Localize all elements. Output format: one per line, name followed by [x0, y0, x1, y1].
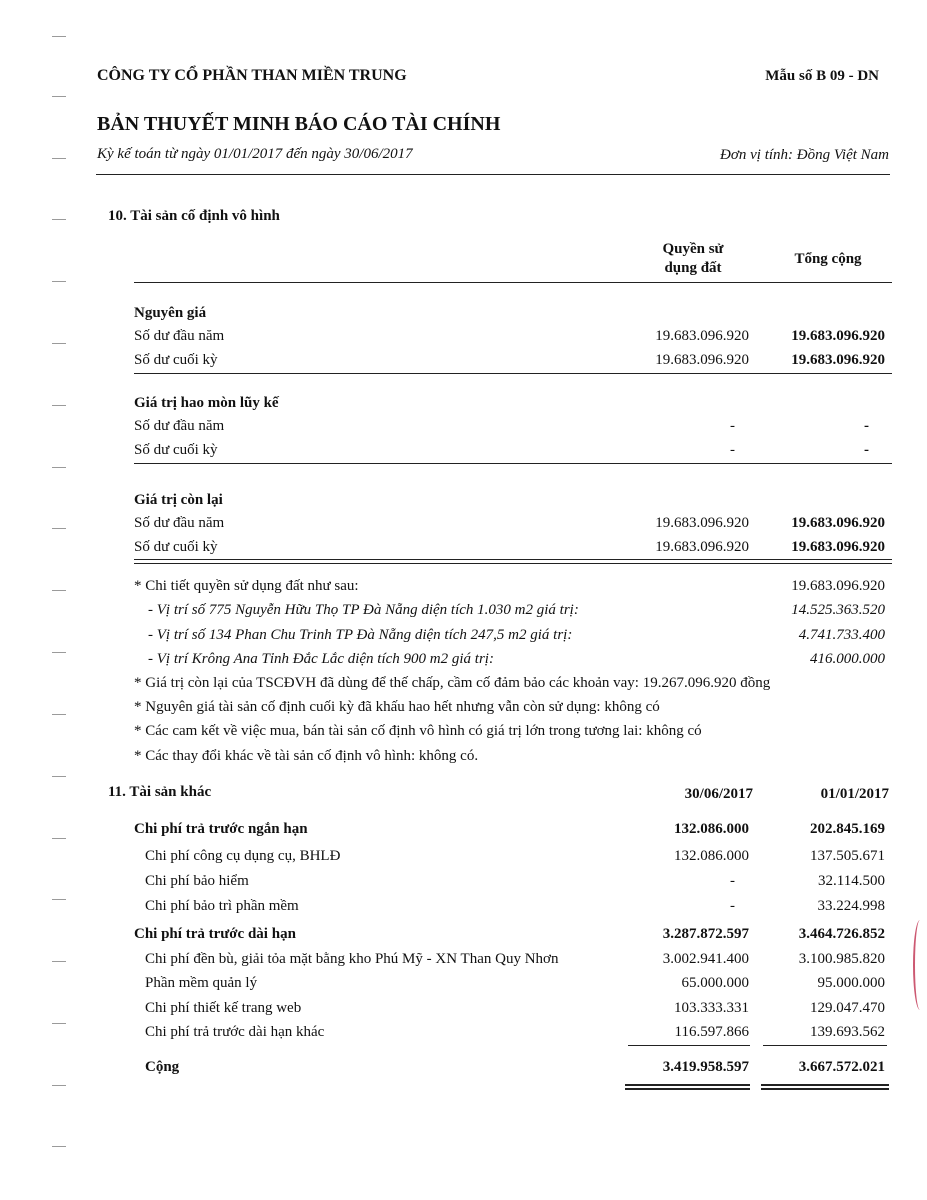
note-line: * Nguyên giá tài sản cố định cuối kỳ đã khấu hao hết nhưng vẫn còn sử dụng: không có: [134, 699, 660, 715]
row-value-col1: 19.683.096.920: [655, 328, 749, 344]
short-term-col1: 132.086.000: [674, 821, 749, 837]
margin-tick: [52, 652, 66, 653]
total-double-rule-col1: [625, 1084, 750, 1086]
row-value-col2: 32.114.500: [818, 873, 885, 889]
row-value-col2: 19.683.096.920: [791, 352, 885, 368]
row-value-col1: -: [730, 873, 735, 889]
margin-tick: [52, 776, 66, 777]
margin-tick: [52, 528, 66, 529]
row-label: Số dư đầu năm: [134, 328, 225, 344]
margin-tick: [52, 158, 66, 159]
col-header-line-1: Quyền sử: [662, 241, 724, 257]
note-line: * Các cam kết về việc mua, bán tài sản cố định vô hình có giá trị lớn trong tương lai: không có: [134, 723, 702, 739]
long-term-label: Chi phí trả trước dài hạn: [134, 926, 296, 942]
row-label: Chi phí bảo trì phần mềm: [145, 898, 299, 914]
row-value-col2: 19.683.096.920: [791, 515, 885, 531]
company-name: CÔNG TY CỔ PHẦN THAN MIỀN TRUNG: [97, 67, 407, 84]
original-cost-label: Nguyên giá: [134, 305, 207, 321]
margin-tick: [52, 1085, 66, 1086]
row-label: Số dư cuối kỳ: [134, 442, 218, 458]
row-label: Số dư cuối kỳ: [134, 539, 218, 555]
row-value-col2: -: [864, 442, 869, 458]
col-header-line-2: dụng đất: [664, 260, 722, 276]
margin-tick: [52, 467, 66, 468]
section-10-heading: 10. Tài sản cố định vô hình: [108, 208, 280, 224]
row-value-col2: 3.100.985.820: [798, 951, 885, 967]
col-header-30-06-2017: 30/06/2017: [684, 786, 753, 802]
total-col1: 3.419.958.597: [662, 1059, 749, 1075]
detail-row-label: - Vị trí số 775 Nguyễn Hữu Thọ TP Đà Nẵng diện tích 1.030 m2 giá trị:: [148, 602, 579, 618]
note-line: * Giá trị còn lại của TSCĐVH đã dùng để thế chấp, cầm cố đảm bảo các khoản vay: 19.267.096.920 đồng: [134, 675, 771, 691]
details-total: 19.683.096.920: [791, 578, 885, 594]
margin-tick: [52, 36, 66, 37]
detail-row-value: 416.000.000: [810, 651, 885, 667]
section-11-heading: 11. Tài sản khác: [108, 784, 212, 800]
row-value-col1: 103.333.331: [674, 1000, 749, 1016]
row-label: Chi phí thiết kế trang web: [145, 1000, 302, 1016]
margin-tick: [52, 590, 66, 591]
total-double-rule-col2: [761, 1084, 889, 1086]
detail-row-label: - Vị trí Krông Ana Tỉnh Đắc Lắc diện tích 900 m2 giá trị:: [148, 651, 494, 667]
margin-tick: [52, 1146, 66, 1147]
details-label: * Chi tiết quyền sử dụng đất như sau:: [134, 578, 359, 594]
row-value-col2: 129.047.470: [810, 1000, 885, 1016]
short-term-col2: 202.845.169: [810, 821, 885, 837]
detail-row-value: 4.741.733.400: [798, 627, 885, 643]
row-label: Chi phí bảo hiểm: [145, 873, 249, 889]
margin-tick: [52, 961, 66, 962]
short-term-label: Chi phí trả trước ngắn hạn: [134, 821, 308, 837]
margin-tick: [52, 219, 66, 220]
net-value-label: Giá trị còn lại: [134, 492, 223, 508]
row-value-col2: 139.693.562: [810, 1024, 885, 1040]
margin-tick: [52, 838, 66, 839]
row-value-col2: 19.683.096.920: [791, 328, 885, 344]
total-double-rule-col2: [761, 1088, 889, 1090]
row-value-col1: 19.683.096.920: [655, 539, 749, 555]
row-value-col2: -: [864, 418, 869, 434]
margin-tick: [52, 405, 66, 406]
total-col2: 3.667.572.021: [798, 1059, 885, 1075]
row-label: Chi phí công cụ dụng cụ, BHLĐ: [145, 848, 341, 864]
total-double-rule-col1: [625, 1088, 750, 1090]
note-line: * Các thay đổi khác về tài sản cố định vô hình: không có.: [134, 748, 479, 764]
row-label: Chi phí đền bù, giải tỏa mặt bằng kho Phú Mỹ - XN Than Quy Nhơn: [145, 951, 559, 967]
row-value-col2: 33.224.998: [817, 898, 885, 914]
form-code: Mẫu số B 09 - DN: [765, 68, 879, 84]
margin-tick: [52, 281, 66, 282]
row-value-col1: 116.597.866: [674, 1024, 749, 1040]
long-term-col1: 3.287.872.597: [662, 926, 749, 942]
total-double-rule: [134, 563, 892, 564]
report-title: BẢN THUYẾT MINH BÁO CÁO TÀI CHÍNH: [97, 113, 501, 135]
row-rule: [134, 463, 892, 464]
row-label: Số dư cuối kỳ: [134, 352, 218, 368]
margin-tick: [52, 96, 66, 97]
margin-tick: [52, 343, 66, 344]
total-label: Cộng: [145, 1059, 180, 1075]
row-value-col2: 19.683.096.920: [791, 539, 885, 555]
row-value-col1: -: [730, 442, 735, 458]
row-value-col1: 19.683.096.920: [655, 515, 749, 531]
long-term-col2: 3.464.726.852: [798, 926, 885, 942]
report-period: Kỳ kế toán từ ngày 01/01/2017 đến ngày 30/06/2017: [97, 146, 413, 162]
currency-unit: Đơn vị tính: Đồng Việt Nam: [720, 147, 889, 163]
col-header-01-01-2017: 01/01/2017: [820, 786, 889, 802]
margin-tick: [52, 714, 66, 715]
row-label: Số dư đầu năm: [134, 515, 225, 531]
detail-row-label: - Vị trí số 134 Phan Chu Trinh TP Đà Nẵng diện tích 247,5 m2 giá trị:: [148, 627, 573, 643]
margin-tick: [52, 899, 66, 900]
red-stamp-edge: [913, 920, 927, 1010]
depreciation-label: Giá trị hao mòn lũy kế: [134, 395, 279, 411]
row-value-col2: 95.000.000: [817, 975, 885, 991]
total-double-rule: [134, 559, 892, 560]
row-value-col2: 137.505.671: [810, 848, 885, 864]
table-header-rule: [134, 282, 892, 283]
subtotal-rule-col1: [628, 1045, 750, 1046]
row-value-col1: 132.086.000: [674, 848, 749, 864]
col-header-land-use-rights: [628, 240, 758, 278]
row-label: Số dư đầu năm: [134, 418, 225, 434]
row-value-col1: 3.002.941.400: [662, 951, 749, 967]
header-rule: [96, 174, 890, 175]
row-label: Phần mềm quản lý: [145, 975, 258, 991]
col-header-total: Tổng cộng: [794, 251, 862, 267]
row-label: Chi phí trả trước dài hạn khác: [145, 1024, 325, 1040]
detail-row-value: 14.525.363.520: [791, 602, 885, 618]
row-value-col1: 65.000.000: [681, 975, 749, 991]
subtotal-rule-col2: [763, 1045, 887, 1046]
row-value-col1: 19.683.096.920: [655, 352, 749, 368]
row-value-col1: -: [730, 418, 735, 434]
row-rule: [134, 373, 892, 374]
row-value-col1: -: [730, 898, 735, 914]
margin-tick: [52, 1023, 66, 1024]
